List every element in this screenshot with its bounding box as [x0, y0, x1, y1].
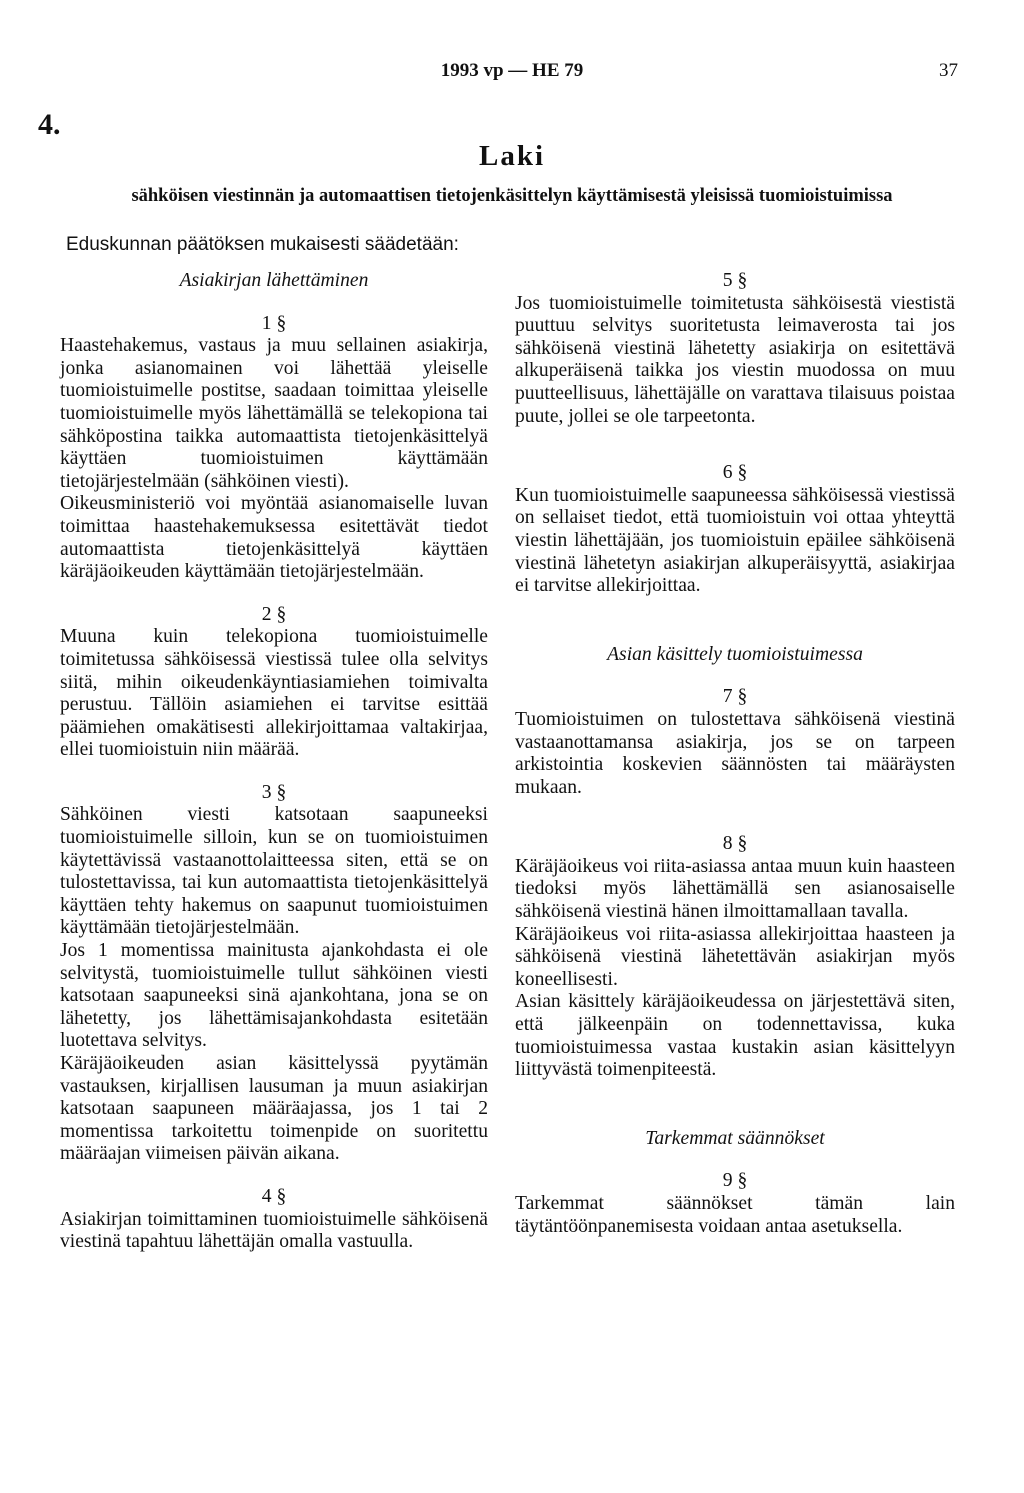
chapter-heading: Asiakirjan lähettäminen [179, 270, 369, 291]
paragraph: Sähköinen viesti katsotaan saapuneeksi tuomioistuimelle silloin, kun se on tuomioistuimen käytettävissä vastaanottolaitteessa siten, että se on tulostettavissa, tai kun automaattista tietojenkäsittelyä käyttäen tehty hakemus on saapunut tuomioistuimen käyttämään tietojärjestelmään. [60, 804, 488, 939]
left-column [60, 270, 488, 1254]
paragraph: Käräjäoikeus voi riita-asiassa allekirjoittaa haasteen ja sähköisenä viestinä lähetettävän asiakirjan myös koneellisesti. [515, 923, 955, 990]
section-number: 9 § [722, 1170, 748, 1192]
chapter-heading: Tarkemmat säännökset [645, 1127, 825, 1149]
paragraph: Muuna kuin telekopiona tuomioistuimelle toimitetussa sähköisessä viestissä tulee olla selvitys siitä, mihin oikeudenkäyntiasiamiehen toimivalta perustuu. Tällöin asiamiehen ei tarvitse esittää päämiehen omakätisesti allekirjoittamaa valtakirjaa, ellei tuomioistuin niin määrää. [60, 626, 488, 761]
chapter-heading: Asian käsittely tuomioistuimessa [607, 643, 863, 665]
section-number: 7 § [722, 686, 748, 708]
enactment-preamble: Eduskunnan päätöksen mukaisesti säädetään: [66, 234, 459, 255]
section-number: 1 § [261, 312, 287, 334]
law-subtitle: sähköisen viestinnän ja automaattisen tietojenkäsittelyn käyttämisestä yleisissä tuomioistuimissa [131, 186, 893, 206]
paragraph: Oikeusministeriö voi myöntää asianomaiselle luvan toimittaa haastehakemuksessa esitettävät tiedot automaattista tietojenkäsittelyä käyttäen käräjäoikeuden käyttämään tietojärjestelmään. [60, 493, 488, 583]
section-number: 5 § [722, 270, 748, 291]
paragraph: Haastehakemus, vastaus ja muu sellainen asiakirja, jonka asianomainen voi lähettää yleiselle tuomioistuimelle postitse, saadaan toimittaa yleiselle tuomioistuimelle myös lähettämällä se telekopiona tai sähköpostina taikka automaattista tietojenkäsittelyä käyttäen tuomioistuimen käyttämään tietojärjestelmään (sähköinen viesti). [60, 335, 488, 492]
paragraph: Asian käsittely käräjäoikeudessa on järjestettävä siten, että jälkeenpäin on todennettavissa, kuka tuomioistuimessa vastaa kustakin asian käsittelyyn liittyvästä toimenpiteestä. [515, 991, 955, 1081]
law-number: 4. [38, 108, 61, 141]
law-title: Laki [478, 140, 546, 172]
paragraph: Tuomioistuimen on tulostettava sähköisenä viestinä vastaanottamansa asiakirja, jos se on tarpeen arkistointia koskevien säännösten tai määräysten mukaan. [515, 708, 955, 798]
paragraph: Käräjäoikeus voi riita-asiassa antaa muun kuin haasteen tiedoksi myös lähettämällä sen asianosaiselle sähköisenä viestinä hänen ilmoittamallaan tavalla. [515, 855, 955, 923]
page-number: 37 [939, 60, 958, 81]
paragraph: Käräjäoikeuden asian käsittelyssä pyytämän vastauksen, kirjallisen lausuman ja muun asiakirjan katsotaan saapuneen määräajassa, jos 1 tai 2 momentissa tarkoitettu toimenpide on suoritettu määräajan viimeisen päivän aikana. [60, 1053, 488, 1165]
section-number: 4 § [261, 1185, 287, 1207]
section-number: 2 § [261, 603, 287, 625]
right-column [515, 270, 955, 1238]
paragraph: Tarkemmat säännökset tämän lain täytäntöönpanemisesta voidaan antaa asetuksella. [515, 1193, 955, 1237]
paragraph: Jos 1 momentissa mainitusta ajankohdasta ei ole selvitystä, tuomioistuimelle tullut sähköinen viesti katsotaan saapuneeksi sinä ajankohtana, jona se on lähetetty, jos lähettämisajankohdasta esitetään luotettava selvitys. [60, 940, 488, 1052]
section-number: 6 § [722, 462, 748, 484]
section-number: 8 § [722, 833, 748, 855]
section-number: 3 § [261, 781, 287, 803]
paragraph: Asiakirjan toimittaminen tuomioistuimelle sähköisenä viestinä tapahtuu lähettäjän omalla vastuulla. [60, 1208, 488, 1253]
running-header: 1993 vp — HE 79 [440, 60, 584, 81]
paragraph: Kun tuomioistuimelle saapuneessa sähköisessä viestissä on sellaiset tiedot, että tuomioistuin voi ottaa yhteyttä viestin lähettäjään, jos tuomioistuin epäilee sähköisenä viestinä lähetetyn asiakirjan alkuperäisyyttä, asiakirjaa ei tarvitse allekirjoittaa. [515, 484, 955, 597]
paragraph: Jos tuomioistuimelle toimitetusta sähköisestä viestistä puuttuu selvitys suoritetusta leimaverosta tai jos sähköisenä viestinä lähetetty asiakirja on esitettävä alkuperäisenä taikka jos viestin muodossa on muu puutteellisuus, lähettäjälle on varattava tilaisuus poistaa puute, jollei se ole tarpeetonta. [515, 292, 955, 427]
